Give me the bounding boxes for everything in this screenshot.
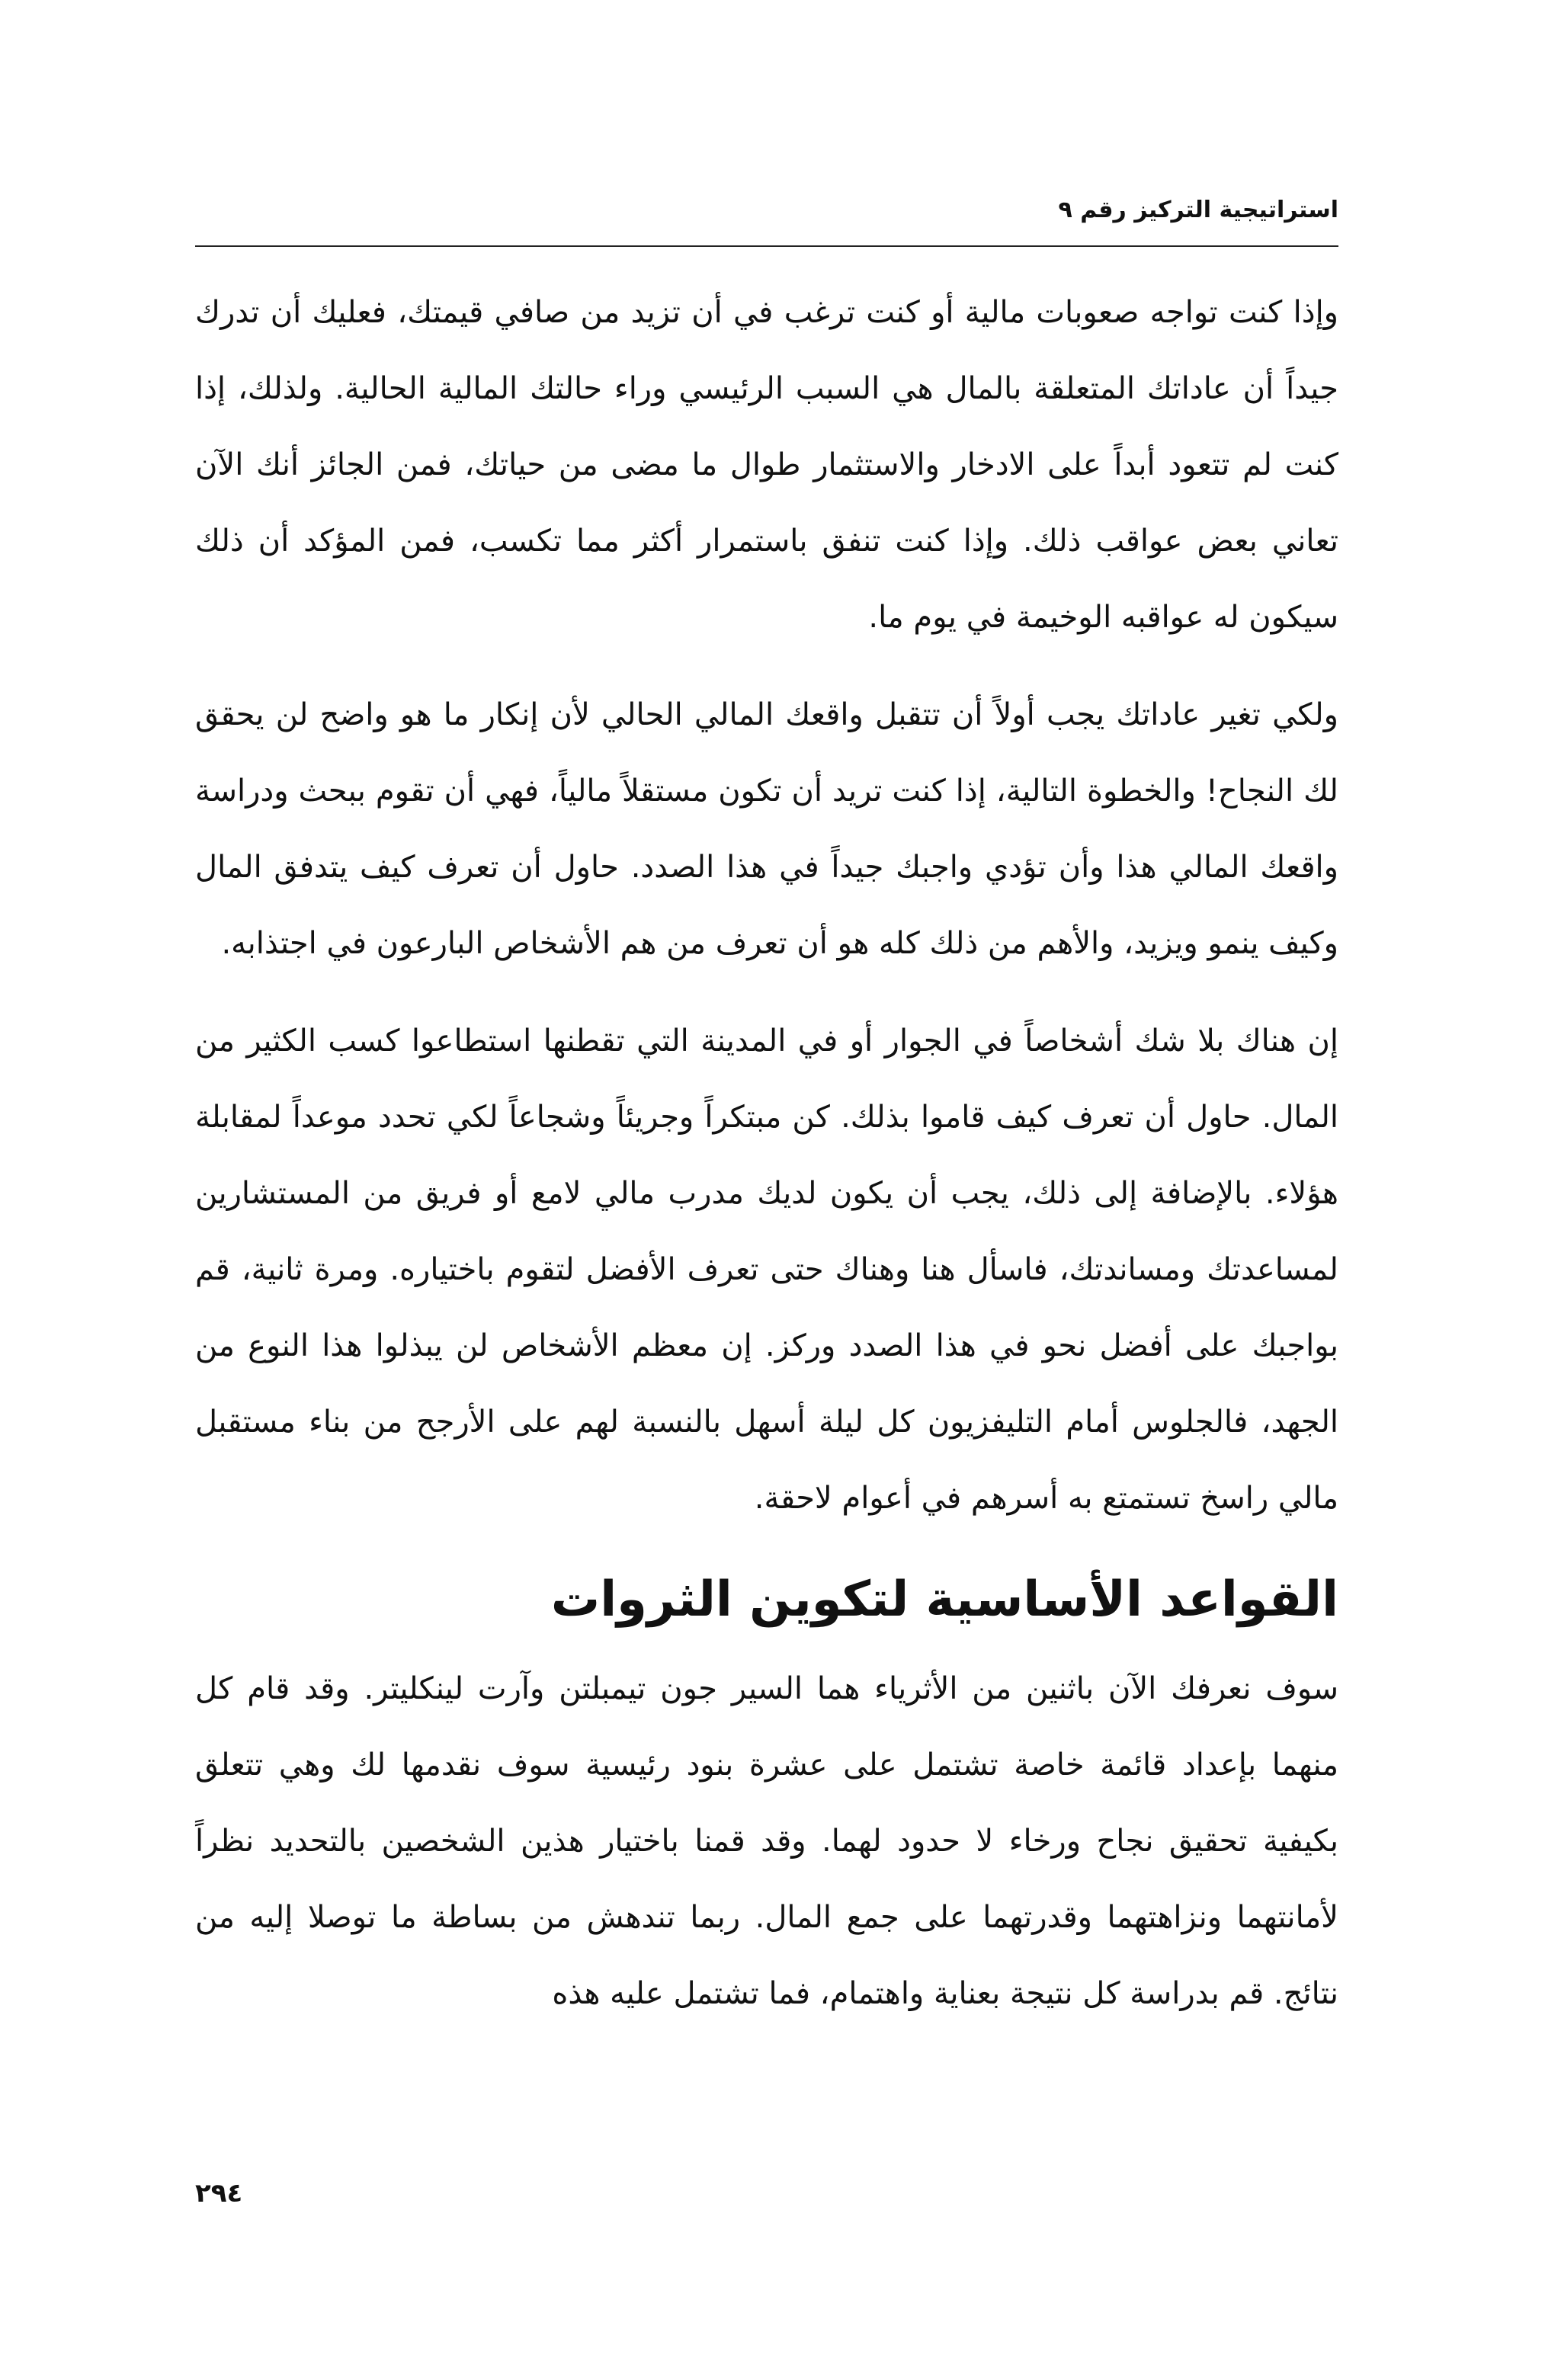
section-heading: القواعد الأساسية لتكوين الثروات <box>550 1571 1338 1628</box>
running-title: استراتيجية التركيز رقم ٩ <box>1058 197 1338 223</box>
page-number: ٢٩٤ <box>195 2178 243 2209</box>
section-paragraph: سوف نعرفك الآن باثنين من الأثرياء هما السير جون تيمبلتن وآرت لينكليتر. وقد قام كل منهما بإعداد قائمة خاصة تشتمل على عشرة بنود رئيسية سوف نقدمها لك وهي تتعلق بكيفية تحقيق نجاح ورخاء لا حدود لهما. وقد قمنا باختيار هذين الشخصين بالتحديد نظراً لأمانتهما ونزاهتهما وقدرتهما على جمع المال. ربما تندهش من بساطة ما توصلا إليه من نتائج. قم بدراسة كل نتيجة بعناية واهتمام، فما تشتمل عليه هذه <box>195 1671 1338 2011</box>
book-page <box>195 0 1338 2380</box>
paragraph-1: وإذا كنت تواجه صعوبات مالية أو كنت ترغب في أن تزيد من صافي قيمتك، فعليك أن تدرك جيداً أن عاداتك المتعلقة بالمال هي السبب الرئيسي وراء حالتك المالية الحالية. ولذلك، إذا كنت لم تتعود أبداً على الادخار والاستثمار طوال ما مضى من حياتك، فمن الجائز أنك الآن تعاني بعض عواقب ذلك. وإذا كنت تنفق باستمرار أكثر مما تكسب، فمن المؤكد أن ذلك سيكون له عواقبه الوخيمة في يوم ما. <box>195 295 1338 635</box>
running-header <box>195 192 1338 247</box>
page-body <box>195 274 1338 2053</box>
paragraph-3: إن هناك بلا شك أشخاصاً في الجوار أو في المدينة التي تقطنها استطاعوا كسب الكثير من المال. حاول أن تعرف كيف قاموا بذلك. كن مبتكراً وجريئاً وشجاعاً لكي تحدد موعداً لمقابلة هؤلاء. بالإضافة إلى ذلك، يجب أن يكون لديك مدرب مالي لامع أو فريق من المستشارين لمساعدتك ومساندتك، فاسأل هنا وهناك حتى تعرف الأفضل لتقوم باختياره. ومرة ثانية، قم بواجبك على أفضل نحو في هذا الصدد وركز. إن معظم الأشخاص لن يبذلوا هذا النوع من الجهد، فالجلوس أمام التليفزيون كل ليلة أسهل بالنسبة لهم على الأرجح من بناء مستقبل مالي راسخ تستمتع به أسرهم في أعوام لاحقة. <box>195 1023 1338 1516</box>
paragraph-2: ولكي تغير عاداتك يجب أولاً أن تتقبل واقعك المالي الحالي لأن إنكار ما هو واضح لن يحقق لك النجاح! والخطوة التالية، إذا كنت تريد أن تكون مستقلاً مالياً، فهي أن تقوم ببحث ودراسة واقعك المالي هذا وأن تؤدي واجبك جيداً في هذا الصدد. حاول أن تعرف كيف يتدفق المال وكيف ينمو ويزيد، والأهم من ذلك كله هو أن تعرف من هم الأشخاص البارعون في اجتذابه. <box>195 697 1338 961</box>
